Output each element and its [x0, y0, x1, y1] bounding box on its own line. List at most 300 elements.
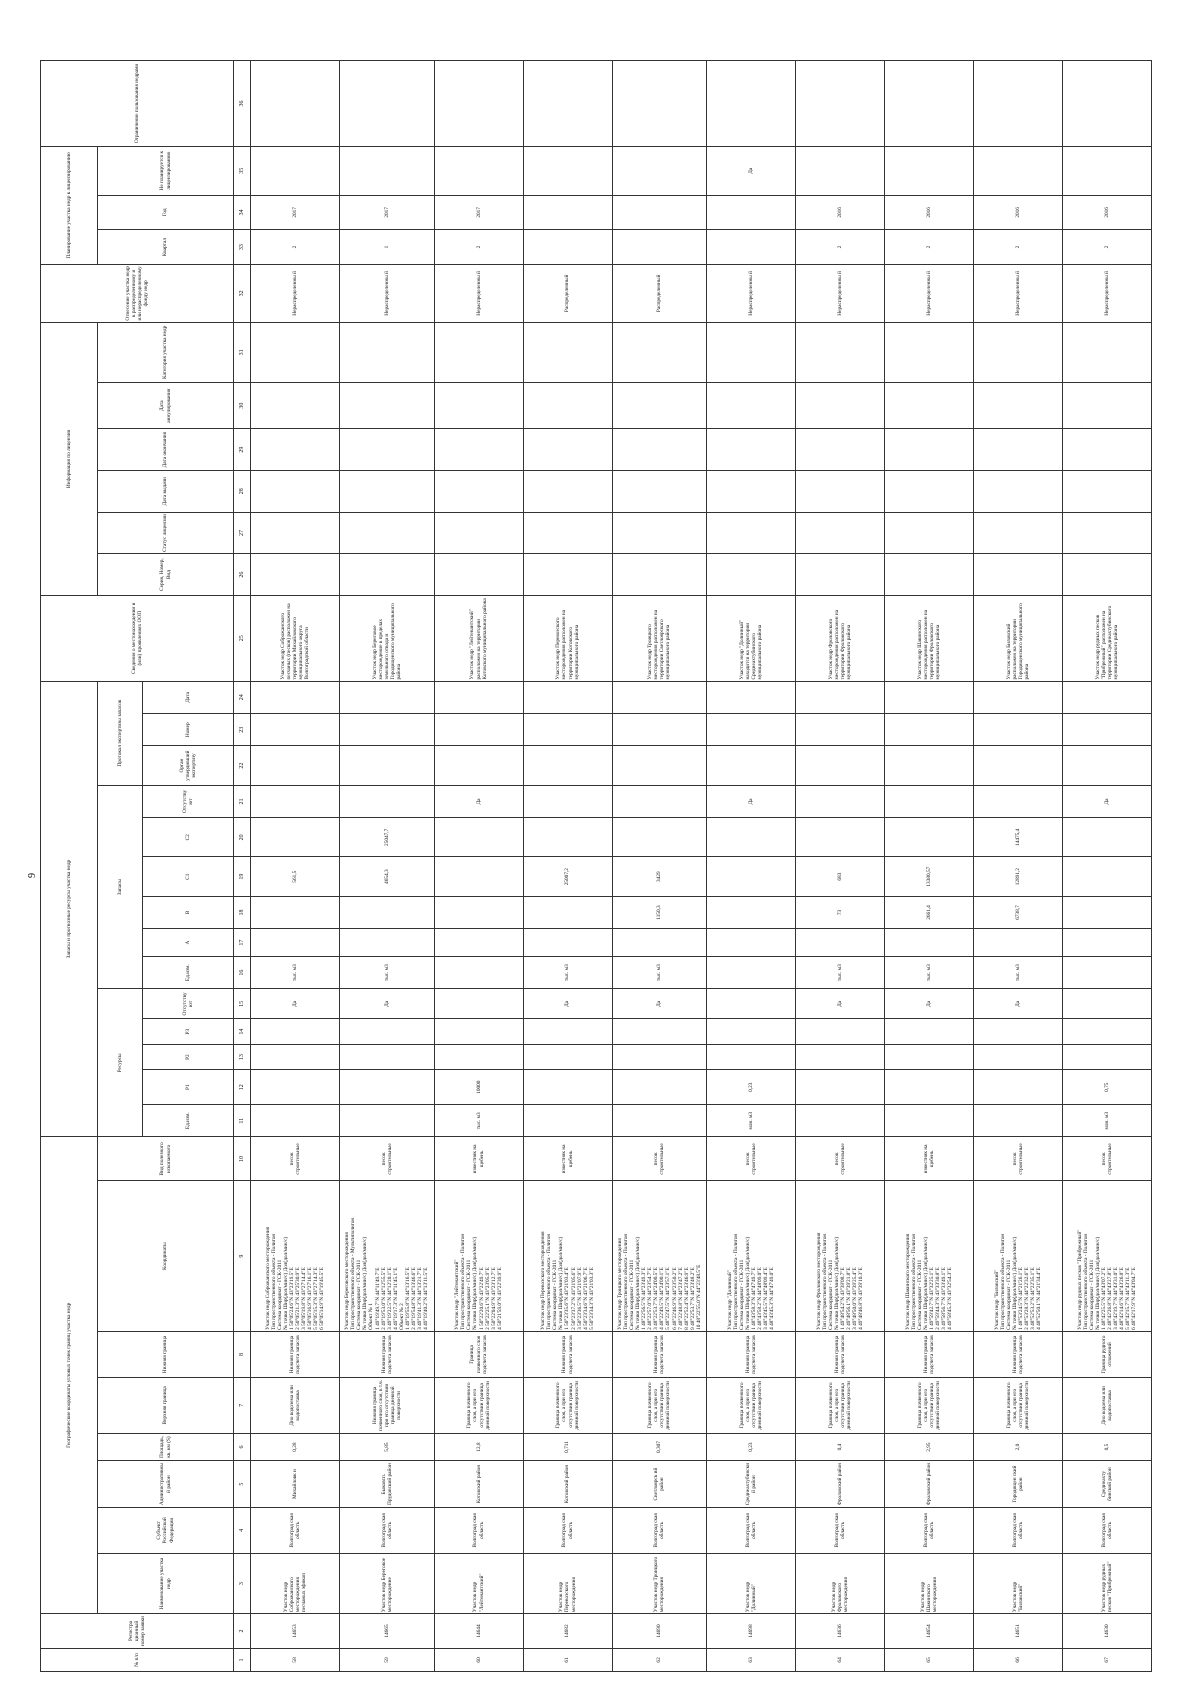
lic-cancel-cell: [885, 383, 974, 429]
site-name: Участок недр Береговое месторождение: [339, 1553, 434, 1613]
not-planned-cell: [796, 146, 885, 195]
lower-bound-cell: Граница рудного отложений: [1062, 1331, 1151, 1377]
table-row: [885, 61, 974, 1672]
district-cell: Быковсп. Прудовский район: [339, 1461, 434, 1507]
distributed-cell: Нераспределенны й: [796, 264, 885, 322]
lic-series-cell: [885, 554, 974, 596]
coordinate-line: 3 48°22'53.7"N 44°24'00.5"E: [653, 1267, 660, 1330]
table-row: [707, 61, 796, 1672]
site-name: Участок недр "Лейтенантский": [434, 1553, 523, 1613]
coordinate-line: 1 48°53'24.5"N 44°21'26.1"E: [1017, 1267, 1024, 1330]
header-district: Административный район: [98, 1461, 234, 1507]
protocol-date-cell: [434, 681, 523, 714]
p1-cell: [251, 1070, 340, 1105]
protocol-body-cell: [434, 746, 523, 785]
site-category-cell: [251, 322, 340, 382]
site-name: Участок недр рудных песков "Прибрежный": [1062, 1553, 1151, 1613]
a-cell: [339, 929, 434, 957]
column-number: 9: [234, 1181, 251, 1331]
mineral-cell: песок строительные: [796, 1137, 885, 1181]
b-cell: [707, 896, 796, 928]
c1-cell: 3429: [612, 857, 707, 896]
subject-cell: Волгоград ская область: [796, 1507, 885, 1553]
column-number: 6: [234, 1433, 251, 1461]
mineral-cell: известняк на щебень: [523, 1137, 612, 1181]
site-name: Участок недр Перевозского месторождения: [523, 1553, 612, 1613]
subject-cell: Волгоград ская область: [707, 1507, 796, 1553]
upper-bound-cell: Граница почвенного слоя, а при его отсутствии граница дневной поверхности: [796, 1378, 885, 1434]
header-lic-series: Серия, Номер, Вид: [98, 554, 234, 596]
p3-cell: [434, 1019, 523, 1044]
column-number: 29: [234, 429, 251, 471]
quarter-cell: [707, 230, 796, 265]
coordinates-cell: [1062, 1181, 1151, 1331]
area-cell: 0,23: [707, 1433, 796, 1461]
column-number: 7: [234, 1378, 251, 1434]
coordinate-line: № точки Шир(дол/мин/с) Дол(дол/мин/с): [362, 1236, 369, 1330]
column-number: 13: [234, 1044, 251, 1069]
header-resources: Ресурсы: [98, 989, 143, 1137]
restriction-cell: [251, 61, 340, 147]
register-table-rotated: [40, 60, 1152, 1672]
area-cell: 2,95: [885, 1433, 974, 1461]
coordinate-line: Участок недр Соброжанского месторождения: [264, 1226, 271, 1330]
protocol-number-cell: [707, 714, 796, 746]
rsv-absent-cell: [339, 785, 434, 817]
column-number: 8: [234, 1331, 251, 1377]
a-cell: [707, 929, 796, 957]
distributed-cell: Нераспределенны й: [974, 264, 1063, 322]
protocol-number-cell: [974, 714, 1063, 746]
coordinate-line: Участок недр "Лейтенантский": [454, 1259, 461, 1330]
row-number: 60: [434, 1648, 523, 1671]
p1-cell: 0,75: [1062, 1070, 1151, 1105]
coordinate-line: 4 49°19'40.2"N 44°13'11.5"E: [423, 1267, 430, 1330]
column-number: 27: [234, 512, 251, 554]
c2-cell: [1062, 818, 1151, 857]
c2-cell: [434, 818, 523, 857]
table-row: [523, 61, 612, 1672]
res-absent-cell: Да: [885, 989, 974, 1019]
coordinate-line: Тип пространственного объекта - Полигон: [910, 1233, 917, 1330]
upper-bound-cell: Дно водозема или водопоставка: [251, 1378, 340, 1434]
protocol-number-cell: [885, 714, 974, 746]
rsv-absent-cell: Да: [1062, 785, 1151, 817]
p3-cell: [974, 1019, 1063, 1044]
district-cell: Городищен ский район: [974, 1461, 1063, 1507]
lic-cancel-cell: [339, 383, 434, 429]
coordinate-line: Тип пространственного объекта - Полигон: [732, 1233, 739, 1330]
coordinate-line: 4 49°58'45.3"N 43°32'54.3"E: [947, 1267, 954, 1330]
header-c1: C1: [143, 857, 234, 896]
lic-issue-cell: [523, 470, 612, 512]
ood-info-cell: Участок недр рудных песков "Прибрежный" расположен на территории Среднеахтубинского муниципального района: [1062, 595, 1151, 681]
a-cell: [974, 929, 1063, 957]
header-not-planned: Не планируется к лицензированию: [98, 146, 234, 195]
res-absent-cell: Да: [796, 989, 885, 1019]
coordinate-line: № точки Шир(дол/мин/с) Дол(дол/мин/с): [282, 1236, 289, 1330]
coordinates-cell: [339, 1181, 434, 1331]
header-license-info: Информация по лицензии: [41, 322, 98, 595]
site-name: Участок недр Троицкого месторождения: [612, 1553, 707, 1613]
header-lic-cancel: Дата аннулирования: [98, 383, 234, 429]
table-row: [1062, 61, 1151, 1672]
mineral-cell: песок строительные: [707, 1137, 796, 1181]
not-planned-cell: [523, 146, 612, 195]
area-cell: 0,307: [612, 1433, 707, 1461]
coordinate-line: № точки Шир(дол/мин/с) Дол(дол/мин/с): [558, 1236, 565, 1330]
year-cell: 2016: [1062, 195, 1151, 230]
subject-cell: Волгоград ская область: [974, 1507, 1063, 1553]
b-cell: [339, 896, 434, 928]
year-cell: [707, 195, 796, 230]
coordinate-line: Система координат - ГСК-2011: [1088, 1259, 1095, 1330]
protocol-date-cell: [707, 681, 796, 714]
district-cell: Среднеахту бинский район: [1062, 1461, 1151, 1507]
header-upper-bound: Верхняя граница: [98, 1378, 234, 1434]
protocol-body-cell: [339, 746, 434, 785]
p3-cell: [1062, 1019, 1151, 1044]
distributed-cell: Нераспределенны й: [707, 264, 796, 322]
rsv-absent-cell: Да: [434, 785, 523, 817]
a-cell: [796, 929, 885, 957]
coordinate-line: 3 49°19'22.5"N 44°12'20.1"E: [386, 1267, 393, 1330]
coordinate-line: Тип пространственного объекта - Полигон: [999, 1233, 1006, 1330]
coordinate-line: 3 50°23'36.5"N 43°21'07.9"E: [576, 1267, 583, 1330]
coordinates-cell: [796, 1181, 885, 1331]
lic-end-cell: [339, 429, 434, 471]
coordinates-cell: [612, 1181, 707, 1331]
header-rsv-unit: Ед.изм.: [143, 956, 234, 988]
coordinate-line: № точки Шир(дол/мин/с) Дол(дол/мин/с): [922, 1236, 929, 1330]
coordinate-line: 4 49°48'46.8"N 43°39'10.3"E: [858, 1267, 865, 1330]
protocol-date-cell: [1062, 681, 1151, 714]
restriction-cell: [707, 61, 796, 147]
res-absent-cell: [434, 989, 523, 1019]
site-name: Участок недр "Биловский": [974, 1553, 1063, 1613]
area-cell: 0,4: [796, 1433, 885, 1461]
coordinate-line: 1 50°22'20.6"N 43°22'49.7"E: [478, 1267, 485, 1330]
p2-cell: [707, 1044, 796, 1069]
b-cell: 1150,3: [612, 896, 707, 928]
p3-cell: [796, 1019, 885, 1044]
restriction-cell: [885, 61, 974, 147]
coordinate-line: Участок недр Фроловского месторождения: [815, 1232, 822, 1330]
lower-bound-cell: Нижняя граница подсчета запасов: [707, 1331, 796, 1377]
ood-info-cell: Участок недр Биловский расположен на территории Городищенского муниципального района: [974, 595, 1063, 681]
coordinate-line: 1 50°23'35.6"N 43°21'03.4"E: [564, 1267, 571, 1330]
a-cell: [251, 929, 340, 957]
column-number: 14: [234, 1019, 251, 1044]
res-unit-cell: [339, 1105, 434, 1137]
rsv-absent-cell: [251, 785, 340, 817]
protocol-number-cell: [1062, 714, 1151, 746]
header-b: B: [143, 896, 234, 928]
rsv-absent-cell: [612, 785, 707, 817]
not-planned-cell: [1062, 146, 1151, 195]
not-planned-cell: [612, 146, 707, 195]
site-category-cell: [707, 322, 796, 382]
header-protocol-body: Орган утвердивший экспертизу: [143, 746, 234, 785]
register-rows: [251, 61, 1152, 1672]
distributed-cell: Нераспределенны й: [885, 264, 974, 322]
p1-cell: [885, 1070, 974, 1105]
p3-cell: [707, 1019, 796, 1044]
p1-cell: [339, 1070, 434, 1105]
subject-cell: Волгоград ская область: [1062, 1507, 1151, 1553]
column-number: 15: [234, 989, 251, 1019]
lic-cancel-cell: [434, 383, 523, 429]
rsv-unit-cell: тыс. м3: [885, 956, 974, 988]
area-cell: 0,28: [251, 1433, 340, 1461]
c2-cell: [707, 818, 796, 857]
c2-cell: [612, 818, 707, 857]
c2-cell: [885, 818, 974, 857]
column-number: 12: [234, 1070, 251, 1105]
table-row: [339, 61, 434, 1672]
header-p2: P2: [143, 1044, 234, 1069]
lic-status-cell: [974, 512, 1063, 554]
a-cell: [434, 929, 523, 957]
distributed-cell: Распределенный: [523, 264, 612, 322]
column-number: 32: [234, 264, 251, 322]
subject-cell: Волгоград ская область: [251, 1507, 340, 1553]
lic-status-cell: [434, 512, 523, 554]
coordinate-line: 3 49°48'50.0"N 43°39'25.4"E: [852, 1267, 859, 1330]
subject-cell: Волгоград ская область: [434, 1507, 523, 1553]
lic-cancel-cell: [523, 383, 612, 429]
lic-status-cell: [1062, 512, 1151, 554]
quarter-cell: [612, 230, 707, 265]
quarter-cell: 2: [796, 230, 885, 265]
coordinates-cell: [974, 1181, 1063, 1331]
lic-cancel-cell: [796, 383, 885, 429]
rsv-absent-cell: Да: [707, 785, 796, 817]
p2-cell: [796, 1044, 885, 1069]
p3-cell: [339, 1019, 434, 1044]
year-cell: 2017: [339, 195, 434, 230]
coordinate-line: Тип пространственного объекта - Полигон: [270, 1233, 277, 1330]
rsv-absent-cell: [796, 785, 885, 817]
column-number: 22: [234, 746, 251, 785]
b-cell: 6738,7: [974, 896, 1063, 928]
c2-cell: 25047,7: [339, 818, 434, 857]
column-number: 33: [234, 230, 251, 265]
coordinate-line: № точки Шир(дол/мин/с) Дол(дол/мин/с): [472, 1236, 479, 1330]
table-row: [796, 61, 885, 1672]
header-protocol: Протокол экспертизы запасов: [98, 681, 143, 785]
c1-cell: [434, 857, 523, 896]
site-category-cell: [339, 322, 434, 382]
column-number: 20: [234, 818, 251, 857]
p1-cell: 10000: [434, 1070, 523, 1105]
lower-bound-cell: Нижняя граница подсчета запасов: [796, 1331, 885, 1377]
res-absent-cell: Да: [612, 989, 707, 1019]
p1-cell: [796, 1070, 885, 1105]
p2-cell: [339, 1044, 434, 1069]
coordinate-line: Система координат - ГСК-2011: [1005, 1259, 1012, 1330]
lic-issue-cell: [1062, 470, 1151, 512]
ood-info-cell: Участок недр "Долинный" находится на территории Среднеахтубинского муниципального района: [707, 595, 796, 681]
header-p1: P1: [143, 1070, 234, 1105]
lic-series-cell: [974, 554, 1063, 596]
lic-status-cell: [523, 512, 612, 554]
rsv-unit-cell: тыс. м3: [251, 956, 340, 988]
year-cell: [523, 195, 612, 230]
header-site-name: Наименование участка недр: [98, 1553, 234, 1613]
quarter-cell: 2: [434, 230, 523, 265]
coordinate-line: Объект № 1: [368, 1303, 375, 1330]
header-area: Площадь, кв. км (S): [98, 1433, 234, 1461]
coordinate-line: 8 48°22'52.4"N 44°23'46.9"E: [683, 1267, 690, 1330]
res-unit-cell: млн. м3: [1062, 1105, 1151, 1137]
lower-bound-cell: Граница почвенного слоя подсчета запасов: [434, 1331, 523, 1377]
lic-end-cell: [885, 429, 974, 471]
column-number: 2: [234, 1614, 251, 1649]
coordinates-cell: [523, 1181, 612, 1331]
coordinate-line: 5 50°05'15.3"N 43°27'14.3"E: [313, 1267, 320, 1330]
p2-cell: [1062, 1044, 1151, 1069]
coordinate-line: Система координат - ГСК-2011: [276, 1259, 283, 1330]
lic-issue-cell: [339, 470, 434, 512]
rsv-unit-cell: тыс. м3: [523, 956, 612, 988]
header-res-unit: Ед.изм.: [143, 1105, 234, 1137]
coordinate-line: 2 49°48'56.1"N 43°39'21.8"E: [846, 1267, 853, 1330]
page-number: 9: [27, 873, 38, 878]
column-number: 25: [234, 595, 251, 681]
not-planned-cell: [885, 146, 974, 195]
lic-end-cell: [251, 429, 340, 471]
ood-info-cell: Участок недр "Лейтенантский" расположен на территории Котовского муниципального района: [434, 595, 523, 681]
p3-cell: [251, 1019, 340, 1044]
p2-cell: [251, 1044, 340, 1069]
register-number: 14690: [612, 1614, 707, 1649]
protocol-date-cell: [523, 681, 612, 714]
lic-cancel-cell: [707, 383, 796, 429]
not-planned-cell: [974, 146, 1063, 195]
lower-bound-cell: Нижняя граница подсчета запасов: [612, 1331, 707, 1377]
protocol-date-cell: [974, 681, 1063, 714]
lic-issue-cell: [434, 470, 523, 512]
coordinate-line: 1 49°48'54.2"N 43°39'08.7"E: [840, 1267, 847, 1330]
lic-cancel-cell: [612, 383, 707, 429]
res-unit-cell: [796, 1105, 885, 1137]
protocol-number-cell: [796, 714, 885, 746]
district-cell: Среднеахтубинский район: [707, 1461, 796, 1507]
year-cell: 2017: [251, 195, 340, 230]
column-number: 34: [234, 195, 251, 230]
b-cell: [1062, 896, 1151, 928]
p3-cell: [612, 1019, 707, 1044]
distributed-cell: Нераспределенны й: [339, 264, 434, 322]
row-number: 65: [885, 1648, 974, 1671]
register-number: 14653: [251, 1614, 340, 1649]
lic-end-cell: [434, 429, 523, 471]
coordinate-line: Участок недр рудных песков "Прибрежный": [1076, 1229, 1083, 1330]
rsv-unit-cell: тыс. м3: [796, 956, 885, 988]
protocol-date-cell: [885, 681, 974, 714]
coordinate-line: 1 48°43'58.3"N 44°47'49.7"E: [751, 1267, 758, 1330]
coordinate-line: 6 48°42'17.9"N 44°43'04.7"E: [1131, 1267, 1138, 1330]
lic-issue-cell: [251, 470, 340, 512]
c1-cell: 13380,57: [885, 857, 974, 896]
coordinate-line: Участок недр "Биловский": [993, 1269, 1000, 1330]
district-cell: Котовский район: [434, 1461, 523, 1507]
site-name: Участок недр Соброжанского месторождения песчаных эфикоп: [251, 1553, 340, 1613]
header-distributed: Отнесение участка недр к распределенному и или нераспределенному фонду недр: [41, 264, 234, 322]
lic-cancel-cell: [1062, 383, 1151, 429]
p3-cell: [885, 1019, 974, 1044]
year-cell: 2016: [885, 195, 974, 230]
subject-cell: Волгоград ская область: [885, 1507, 974, 1553]
year-cell: 2016: [796, 195, 885, 230]
header-subject: Субъект Российской Федерации: [98, 1507, 234, 1553]
coordinate-line: 2 48°22'57.0"N 44°23'54.7"E: [647, 1267, 654, 1330]
lic-series-cell: [251, 554, 340, 596]
quarter-cell: 1: [339, 230, 434, 265]
year-cell: 2016: [974, 195, 1063, 230]
row-number: 64: [796, 1648, 885, 1671]
coordinate-line: 2 48°42'26.8"N 44°43'27.8"E: [1106, 1267, 1113, 1330]
coordinate-line: 10 48°22'55.0"N 44°23'48.5"E: [695, 1264, 702, 1330]
quarter-cell: [523, 230, 612, 265]
protocol-date-cell: [339, 681, 434, 714]
table-row: [974, 61, 1063, 1672]
column-number: 5: [234, 1461, 251, 1507]
quarter-cell: 2: [974, 230, 1063, 265]
protocol-number-cell: [434, 714, 523, 746]
header-protocol-date: Дата: [143, 681, 234, 714]
coordinates-cell: [885, 1181, 974, 1331]
a-cell: [1062, 929, 1151, 957]
coordinate-line: № точки Шир(дол/мин/с) Дол(дол/мин/с): [634, 1236, 641, 1330]
area-cell: 0,711: [523, 1433, 612, 1461]
upper-bound-cell: Граница почвенного слоя, а при его отсутствии граница дневной поверхности: [885, 1378, 974, 1434]
restriction-cell: [339, 61, 434, 147]
area-cell: 2,0: [974, 1433, 1063, 1461]
rsv-unit-cell: [1062, 956, 1151, 988]
header-lic-status: Статус лицензии: [98, 512, 234, 554]
b-cell: [434, 896, 523, 928]
coordinate-line: 6 48°22'46.9"N 44°23'50.2"E: [671, 1267, 678, 1330]
table-row: [612, 61, 707, 1672]
coordinate-line: 1 49°19'49.7"N 44°11'49.7"E: [374, 1267, 381, 1330]
res-absent-cell: Да: [339, 989, 434, 1019]
row-number: 63: [707, 1648, 796, 1671]
protocol-number-cell: [339, 714, 434, 746]
site-category-cell: [796, 322, 885, 382]
rsv-unit-cell: тыс. м3: [974, 956, 1063, 988]
lic-series-cell: [1062, 554, 1151, 596]
lic-series-cell: [339, 554, 434, 596]
upper-bound-cell: Граница почвенного слоя, а при его отсутствии граница дневной поверхности: [974, 1378, 1063, 1434]
rsv-unit-cell: тыс. м3: [339, 956, 434, 988]
ood-info-cell: Участок недр Перевозского месторождения расположен на территории Котовского муниципального района: [523, 595, 612, 681]
c1-cell: 25007,2: [523, 857, 612, 896]
coordinate-line: 9 48°22'53.7"N 44°23'48.2"E: [689, 1267, 696, 1330]
coordinate-line: № точки Шир(дол/мин/с) Дол(дол/мин/с): [1011, 1236, 1018, 1330]
coordinate-line: Система координат - ГСК-2011: [628, 1259, 635, 1330]
coordinate-line: 2 50°05'21.3"N 43°25'30.9"E: [294, 1267, 301, 1330]
p2-cell: [434, 1044, 523, 1069]
coordinate-line: 4 48°43'45.3"N 44°47'49.0"E: [769, 1267, 776, 1330]
coordinate-line: № точки Шир(дол/мин/с) Дол(дол/мин/с): [1094, 1236, 1101, 1330]
c1-cell: [707, 857, 796, 896]
restriction-cell: [796, 61, 885, 147]
c1-cell: 561,5: [251, 857, 340, 896]
header-register-no: Регистра ционный номер заявки: [41, 1614, 234, 1649]
column-number: 28: [234, 470, 251, 512]
